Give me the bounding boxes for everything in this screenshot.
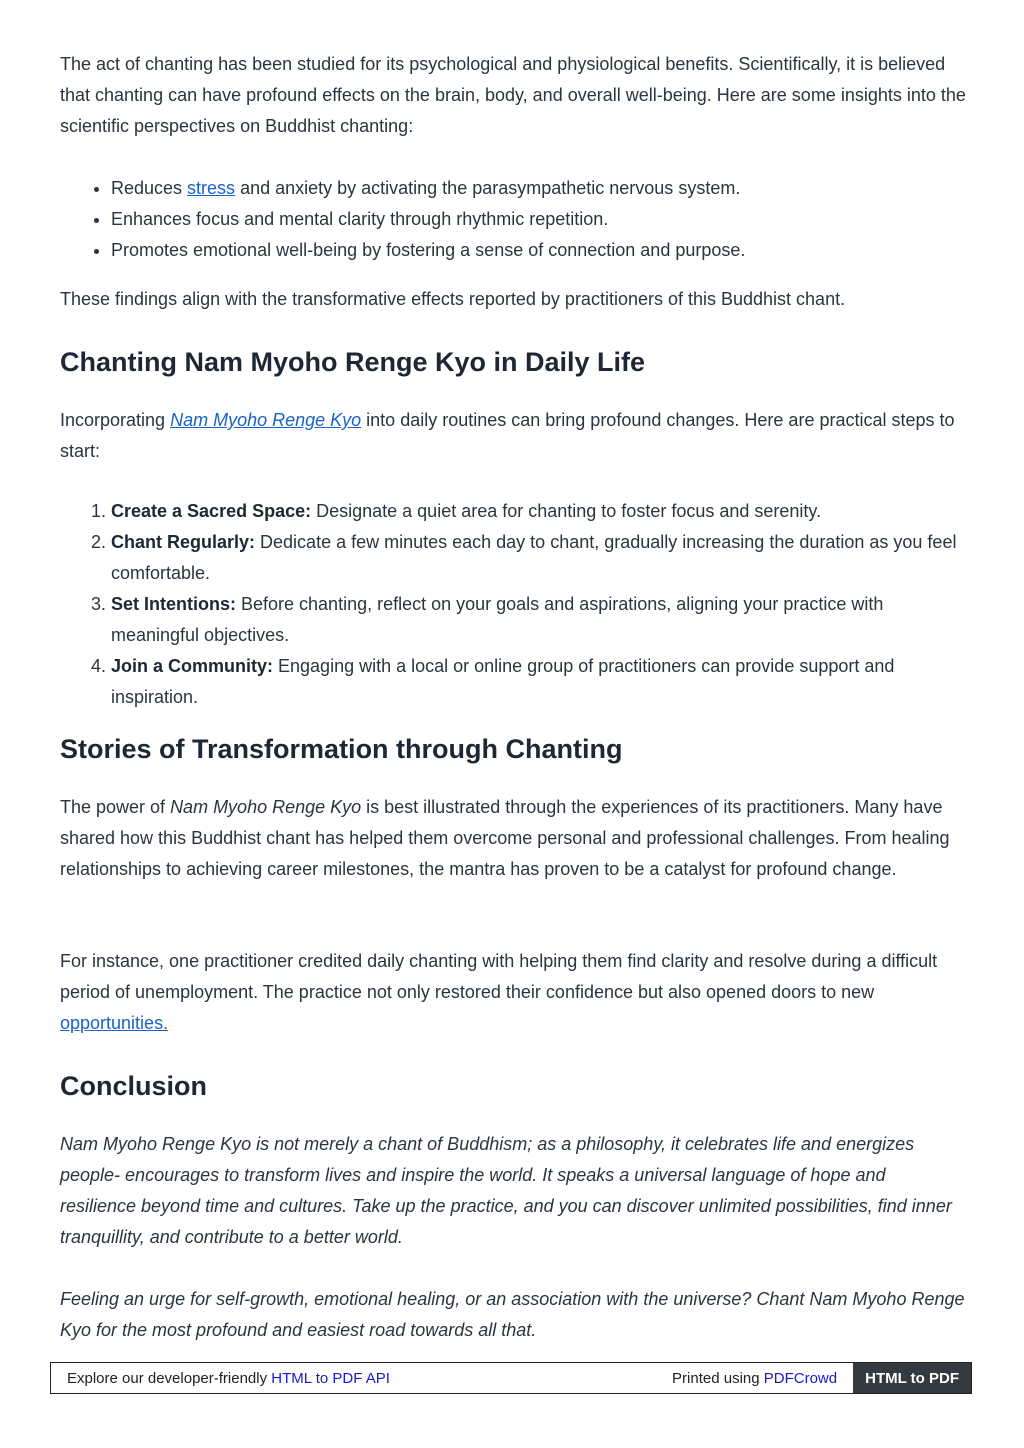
stress-link[interactable]: stress bbox=[187, 178, 236, 198]
opportunities-link[interactable]: opportunities. bbox=[60, 1013, 169, 1033]
pdfcrowd-footer-banner bbox=[50, 1362, 972, 1394]
list-item: • Promotes emotional well-being by fostering a sense of connection and purpose. bbox=[111, 235, 745, 266]
findings-paragraph: These findings align with the transformative effects reported by practitioners of this Buddhist chant. bbox=[60, 289, 846, 309]
list-item: 3. Set Intentions: Before chanting, reflect on your goals and aspirations, aligning your practice with meaningful objectives. bbox=[111, 589, 966, 651]
footer-promo: Explore our developer-friendly HTML to PDF API bbox=[67, 1369, 390, 1387]
html-to-pdf-button[interactable]: HTML to PDF bbox=[853, 1363, 971, 1393]
list-item: 4. Join a Community: Engaging with a local or online group of practitioners can provide support and inspiration. bbox=[111, 651, 966, 713]
nam-myoho-renge-kyo-link[interactable]: Nam Myoho Renge Kyo bbox=[170, 410, 362, 430]
daily-intro-paragraph: Incorporating Nam Myoho Renge Kyo into daily routines can bring profound changes. Here are practical steps to start: bbox=[60, 410, 955, 461]
footer-printed-using: Printed using PDFCrowd bbox=[672, 1369, 838, 1387]
conclusion-paragraph-1: Nam Myoho Renge Kyo is not merely a chant of Buddhism; as a philosophy, it celebrates life and energizes people- encourages to transform lives and inspire the world. It speaks a universal language of hope and resilience beyond time and cultures. Take up the practice, and you can discover unlimited possibilities, find inner tranquillity, and contribute to a better world. bbox=[60, 1134, 952, 1247]
daily-life-heading: Chanting Nam Myoho Renge Kyo in Daily Life bbox=[60, 347, 646, 377]
stories-heading: Stories of Transformation through Chanting bbox=[60, 734, 623, 764]
list-item: 2. Chant Regularly: Dedicate a few minutes each day to chant, gradually increasing the duration as you feel comfortable. bbox=[111, 527, 966, 589]
list-item: 1. Create a Sacred Space: Designate a quiet area for chanting to foster focus and serenity. bbox=[111, 496, 966, 527]
conclusion-paragraph-2: Feeling an urge for self-growth, emotional healing, or an association with the universe? Chant Nam Myoho Renge Kyo for the most profound and easiest road towards all that. bbox=[60, 1289, 965, 1340]
intro-paragraph: The act of chanting has been studied for its psychological and physiological benefits. Scientifically, it is believed that chanting can have profound effects on the brain, body, and overall well-being. Here are some insights into the scientific perspectives on Buddhist chanting: bbox=[60, 54, 966, 136]
stories-paragraph-2: For instance, one practitioner credited daily chanting with helping them find clarity and resolve during a difficult period of unemployment. The practice not only restored their confidence but also opened doors to new opportunities. bbox=[60, 951, 938, 1033]
steps-list bbox=[60, 496, 966, 713]
pdfcrowd-link[interactable]: PDFCrowd bbox=[763, 1369, 838, 1387]
list-item: • Reduces stress and anxiety by activating the parasympathetic nervous system. bbox=[111, 173, 745, 204]
list-item: • Enhances focus and mental clarity through rhythmic repetition. bbox=[111, 204, 745, 235]
benefits-list bbox=[60, 173, 745, 266]
stories-paragraph-1: The power of Nam Myoho Renge Kyo is best illustrated through the experiences of its practitioners. Many have shared how this Buddhist chant has helped them overcome personal and professional challenges. From healing relationships to achieving career milestones, the mantra has proven to be a catalyst for profound change. bbox=[60, 797, 950, 879]
html-to-pdf-api-link[interactable]: HTML to PDF API bbox=[271, 1369, 390, 1387]
conclusion-heading: Conclusion bbox=[60, 1071, 207, 1101]
